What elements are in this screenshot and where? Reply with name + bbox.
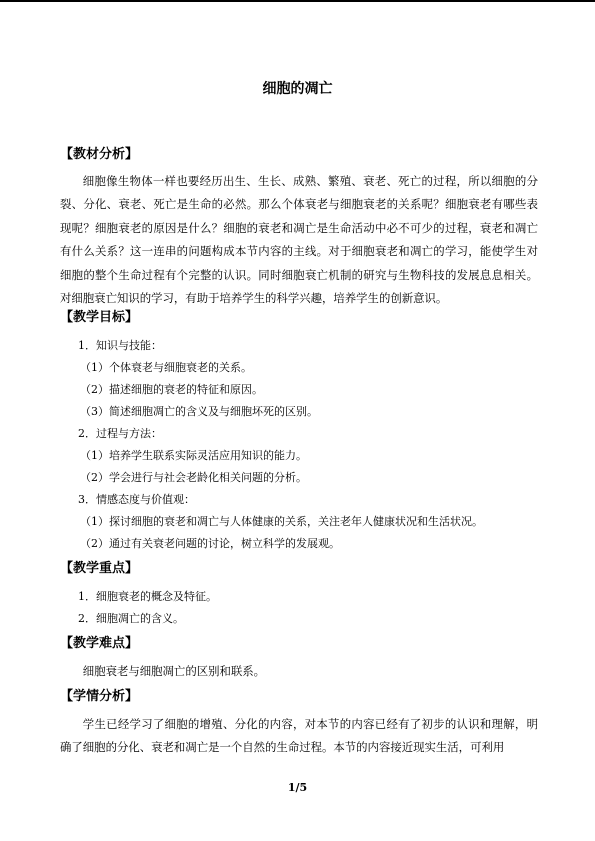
- section-heading-key-points: 【教学重点】: [60, 561, 139, 576]
- page-top-border: [0, 0, 595, 2]
- difficult-points-paragraph: 细胞衰老与细胞凋亡的区别和联系。: [82, 664, 266, 678]
- document-title: 细胞的凋亡: [262, 81, 333, 97]
- key-point-line: 2．细胞凋亡的含义。: [78, 612, 184, 625]
- section-heading-student-analysis: 【学情分析】: [60, 689, 139, 704]
- page-number: 1/5: [287, 781, 308, 794]
- section-heading-teaching-objectives: 【教学目标】: [60, 310, 139, 325]
- objective-line: 2．过程与方法：: [78, 427, 162, 440]
- objective-line: （1）探讨细胞的衰老和凋亡与人体健康的关系，关注老年人健康状况和生活状况。: [80, 515, 483, 528]
- section-heading-difficult-points: 【教学难点】: [60, 636, 139, 651]
- objective-line: （2）描述细胞的衰老的特征和原因。: [80, 383, 263, 396]
- key-point-line: 1．细胞衰老的概念及特征。: [78, 590, 217, 603]
- objective-line: （2）通过有关衰老问题的讨论，树立科学的发展观。: [80, 537, 340, 550]
- section-heading-textbook-analysis: 【教材分析】: [60, 147, 139, 162]
- objective-line: （1）培养学生联系实际灵活应用知识的能力。: [80, 449, 307, 462]
- textbook-analysis-paragraph: 细胞像生物体一样也要经历出生、生长、成熟、繁殖、衰老、死亡的过程，所以细胞的分裂、分化、衰老、死亡是生命的必然。那么个体衰老与细胞衰老的关系呢？细胞衰老有哪些表现呢？细胞衰老的原因是什么？细胞的衰老和凋亡是生命活动中必不可少的过程，衰老和凋亡有什么关系？这一连串的问题构成本节内容的主线。对于细胞衰老和凋亡的学习，能使学生对细胞的整个生命过程有个完整的认识。同时细胞衰亡机制的研究与生物科技的发展息息相关。对细胞衰亡知识的学习，有助于培养学生的科学兴趣，培养学生的创新意识。: [60, 174, 538, 306]
- objective-line: （2）学会进行与社会老龄化相关问题的分析。: [80, 471, 307, 484]
- objective-line: 3．情感态度与价值观：: [78, 493, 195, 506]
- objective-line: （3）简述细胞凋亡的含义及与细胞坏死的区别。: [80, 405, 318, 418]
- objective-line: 1．知识与技能：: [78, 339, 162, 352]
- objective-line: （1）个体衰老与细胞衰老的关系。: [80, 361, 252, 374]
- student-analysis-paragraph: 学生已经学习了细胞的增殖、分化的内容，对本节的内容已经有了初步的认识和理解，明确了细胞的分化、衰老和凋亡是一个自然的生命过程。本节的内容接近现实生活，可利用: [60, 717, 538, 755]
